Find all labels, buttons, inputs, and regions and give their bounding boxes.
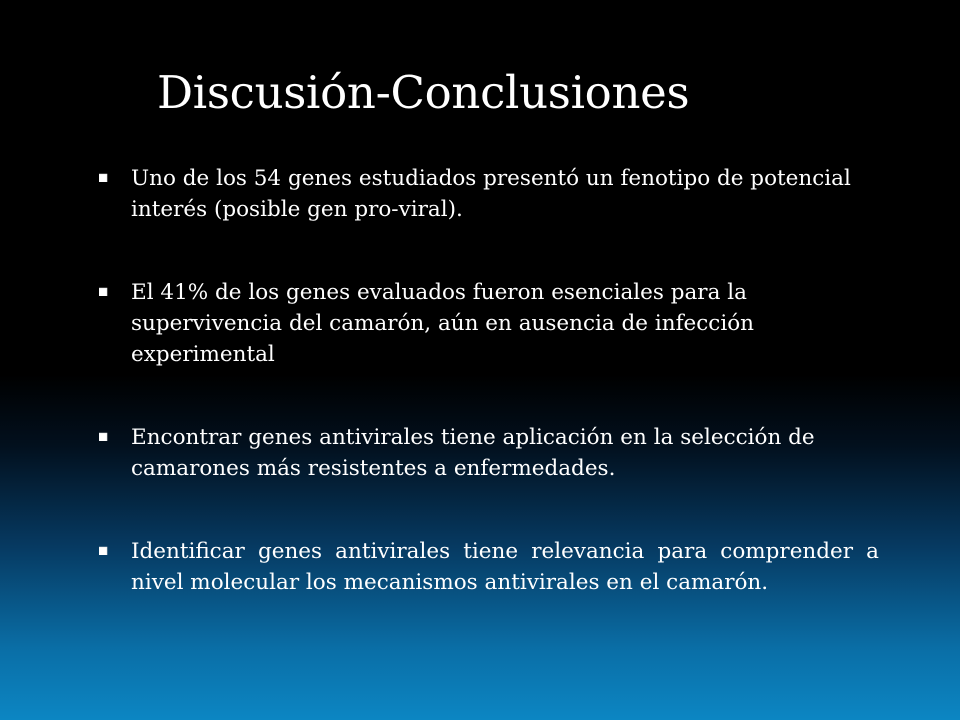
bullet-item bbox=[97, 536, 879, 598]
bullet-item bbox=[97, 277, 879, 370]
square-bullet-icon bbox=[98, 432, 108, 442]
bullet-text: Identificar genes antivirales tiene relevancia para comprender a nivel molecular los mecanismos antivirales en el camarón. bbox=[131, 539, 879, 595]
bullet-item bbox=[97, 422, 879, 484]
bullet-item bbox=[97, 163, 879, 225]
square-bullet-icon bbox=[98, 173, 108, 183]
slide-title: Discusión-Conclusiones bbox=[157, 66, 690, 119]
square-bullet-icon bbox=[98, 546, 108, 556]
bullet-list bbox=[97, 163, 879, 650]
bullet-text: Uno de los 54 genes estudiados presentó un fenotipo de potencial interés (posible gen pro-viral). bbox=[131, 166, 851, 222]
square-bullet-icon bbox=[98, 287, 108, 297]
bullet-text: El 41% de los genes evaluados fueron esenciales para la supervivencia del camarón, aún en ausencia de infección experimental bbox=[131, 280, 755, 367]
bullet-text: Encontrar genes antivirales tiene aplicación en la selección de camarones más resistentes a enfermedades. bbox=[131, 425, 815, 481]
